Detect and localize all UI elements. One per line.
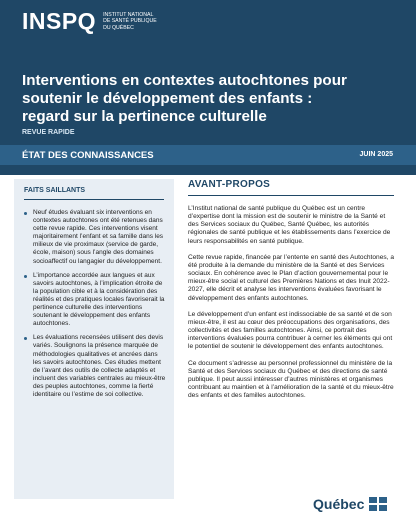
list-item-text: L’importance accordée aux langues et aux savoirs autochtones, à l’implication étroite de la population cible et à la considération des réalités et des pratiques locales favoriserait la pertinence culturelle des interventions soutenant le développement des enfants autochtones. — [33, 271, 165, 328]
title-line: regard sur la pertinence culturelle — [22, 108, 267, 125]
highlights-sidebar — [14, 179, 174, 499]
foreword-paragraph: L’Institut national de santé publique du Québec est un centre d’expertise dont la mission est de soutenir le ministre de la Santé et des Services sociaux du Québec, Santé Québec, les autorités régionales de santé publique et les établissements dans l’exercice de leurs responsabilités en santé publique. — [188, 205, 391, 245]
flag-quadrant — [379, 497, 387, 503]
flag-quadrant — [369, 497, 377, 503]
series-band — [0, 145, 416, 165]
flag-quadrant — [379, 505, 387, 511]
highlights-list — [24, 209, 167, 405]
bullet-icon — [24, 337, 27, 340]
list-item-text: Les évaluations recensées utilisent des devis variés. Soulignons la présence marquée de méthodologies qualitatives et ancrées dans les savoirs autochtones. Ces études mettent de l’avant des outils de collecte adaptés et incluent des variables centrales au mieux-être des peuples autochtones, comme la fierté identitaire ou l’estime de soi collective. — [33, 334, 166, 398]
bullet-icon — [24, 275, 27, 278]
institute-name — [103, 12, 173, 31]
foreword-section — [188, 179, 396, 408]
list-item — [24, 334, 167, 399]
institute-name-line: DE SANTÉ PUBLIQUE — [103, 18, 157, 25]
institute-name-line: DU QUÉBEC — [103, 24, 134, 31]
foreword-paragraph: Cette revue rapide, financée par l’entente en santé des Autochtones, a été produite à la demande du ministère de la Santé et des Services sociaux. En cohérence avec le Plan d’action gouvernemental pour le mieux-être social et culturel des Premières Nations et des Inuit 2022-2027, elle décrit et analyse les interventions évaluées favorisant le développement des enfants autochtones. — [188, 253, 395, 302]
foreword-heading: AVANT-PROPOS — [188, 179, 271, 190]
series-label: ÉTAT DES CONNAISSANCES — [22, 150, 154, 161]
list-item — [24, 272, 167, 329]
institute-name-line: INSTITUT NATIONAL — [103, 12, 154, 19]
title-line: Interventions en contextes autochtones pour — [22, 72, 347, 89]
quebec-wordmark: Québec — [313, 496, 365, 512]
list-item — [24, 209, 167, 266]
divider — [24, 199, 164, 200]
list-item-text: Neuf études évaluant six interventions en contextes autochtones ont été retenues dans cette revue rapide. Ces interventions visent majoritairement l’enfant et sa famille dans les milieux de vie proximaux (service de garde, école, maison) sous l’angle des domaines socioaffectif ou langagier du développement. — [33, 209, 164, 265]
quebec-logo — [313, 496, 387, 512]
inspq-brand — [22, 8, 173, 35]
publication-date: JUIN 2025 — [359, 151, 393, 158]
divider — [188, 195, 394, 196]
document-title — [22, 72, 392, 126]
flag-quadrant — [369, 505, 377, 511]
foreword-paragraph: Ce document s’adresse au personnel professionnel du ministère de la Santé et des Services sociaux du Québec et des directions de santé publique. Il peut aussi intéresser d’autres ministères et organismes contribuant au maintien et à l’amélioration de la santé et du mieux-être des enfants et des familles autochtones. — [188, 359, 394, 400]
cover-header — [0, 0, 416, 175]
title-line: soutenir le développement des enfants : — [22, 90, 313, 107]
quebec-flag-icon — [369, 497, 387, 511]
bullet-icon — [24, 212, 27, 215]
inspq-logo: INSPQ — [22, 8, 97, 34]
document-type: REVUE RAPIDE — [22, 129, 75, 136]
highlights-heading: FAITS SAILLANTS — [24, 187, 86, 194]
foreword-paragraph: Le développement d’un enfant est indissociable de sa santé et de son mieux-être, il est au cœur des préoccupations des organisations, des collectivités et des familles autochtones. Ainsi, ce portrait des interventions évaluées pourra contribuer à cerner les éléments qui ont le potentiel de soutenir le développement des enfants autochtones. — [188, 310, 393, 351]
